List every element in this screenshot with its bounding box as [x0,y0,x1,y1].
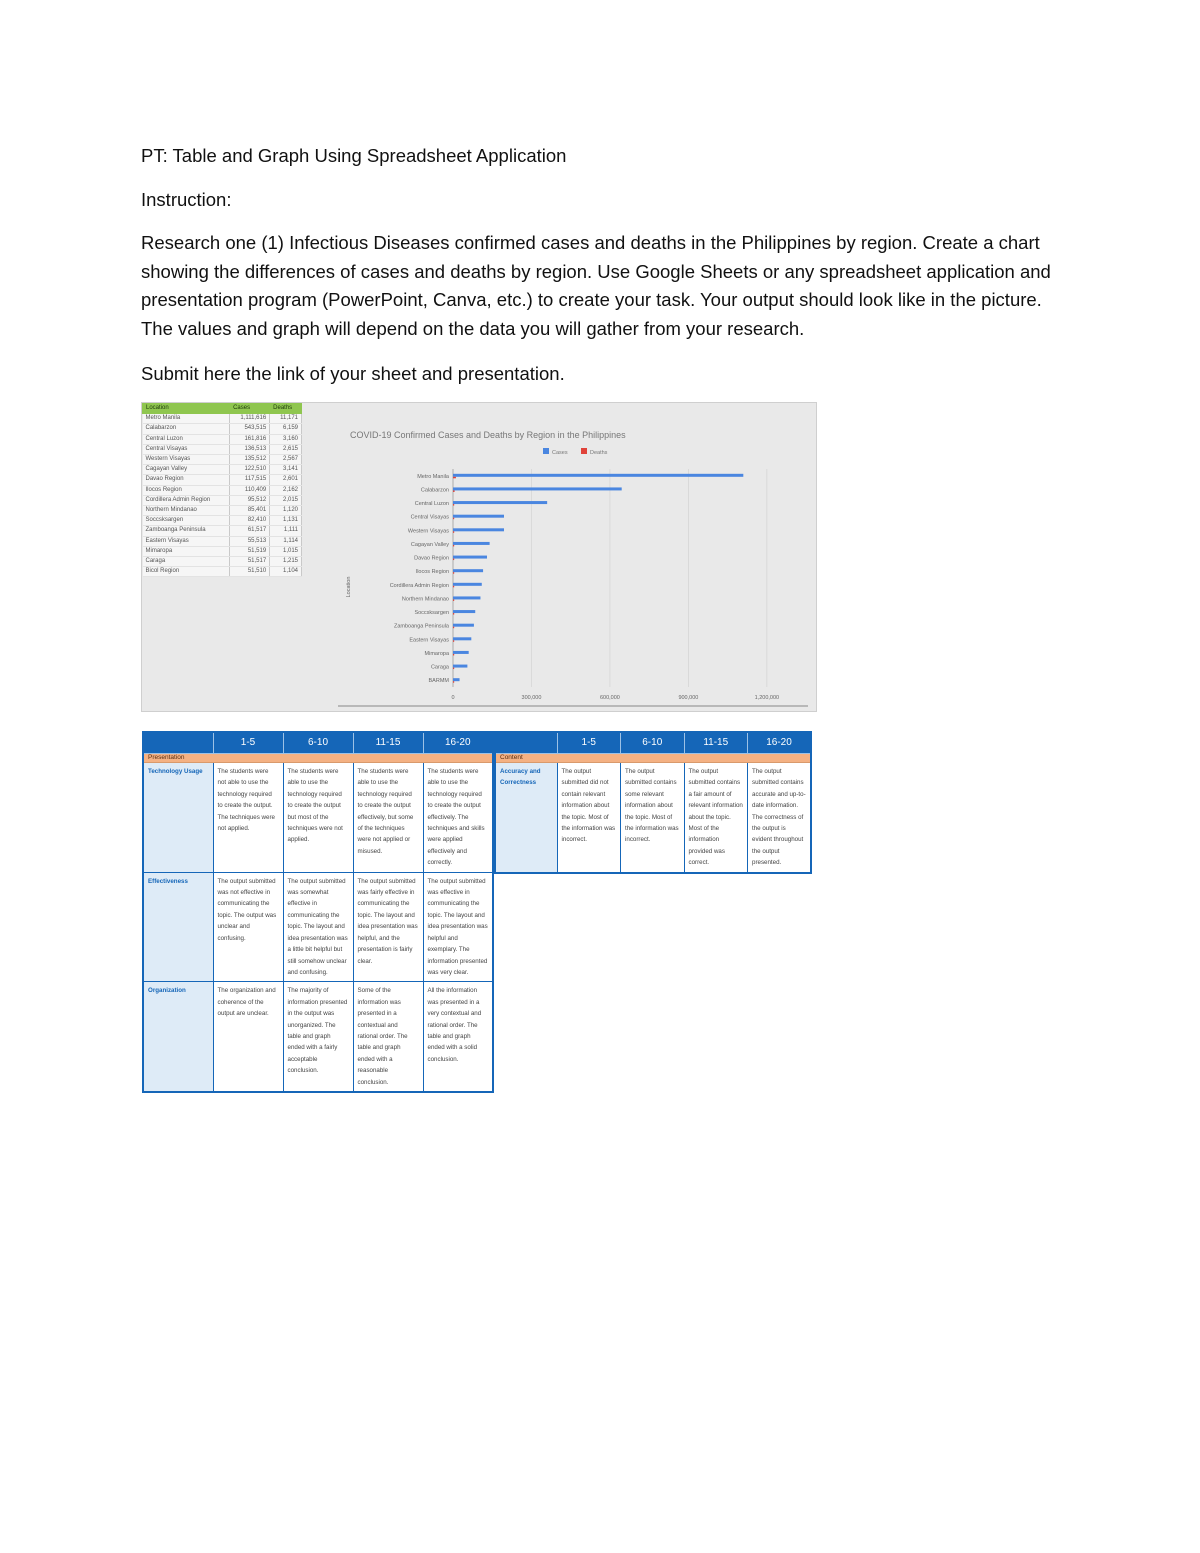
data-table-cell: 543,515 [230,424,270,434]
data-table-cell: 110,409 [230,485,270,495]
data-table-cell: Metro Manila [143,414,230,424]
data-table-cell: 6,159 [270,424,302,434]
bar-deaths [453,681,454,683]
data-table-cell: 1,215 [270,557,302,567]
bar-deaths [453,545,454,547]
bar-deaths [453,599,454,601]
rubric-section-label: Content [495,754,811,763]
data-table-cell: Cordillera Admin Region [143,495,230,505]
legend-swatch [581,448,587,454]
bar-cases [453,583,482,586]
bar-cases [453,624,474,627]
rubric-criterion: Effectiveness [143,872,213,982]
category-label: Western Visayas [407,528,449,535]
rubric-row [143,763,493,873]
data-table-cell: 2,162 [270,485,302,495]
data-table-cell: Ilocos Region [143,485,230,495]
bar-cases [453,610,475,613]
rubric-descriptor-cell: The output submitted contains a fair amount of relevant information about the topic. Most of the information provided was correct. [684,763,748,873]
rubric-level-header: 11-15 [684,732,748,754]
document-title: PT: Table and Graph Using Spreadsheet Application [141,145,567,166]
data-table-row [143,536,302,546]
data-table-cell: Soccsksargen [143,516,230,526]
rubric-criterion: Organization [143,982,213,1092]
bar-cases [453,528,504,531]
data-table-row [143,434,302,444]
data-table-row [143,557,302,567]
rubric-descriptor-cell: The organization and coherence of the output are unclear. [213,982,283,1092]
category-label: Ilocos Region [415,569,449,576]
region-data-table [142,403,302,577]
rubric-descriptor-cell: The output submitted did not contain relevant information about the topic. Most of the information was incorrect. [557,763,621,873]
rubric-descriptor-cell: The output submitted contains some relevant information about the topic. Most of the information was incorrect. [621,763,685,873]
bar-cases [453,556,487,559]
category-label: Zamboanga Peninsula [393,623,449,630]
x-tick-label: 1,200,000 [754,695,780,701]
category-label: Soccsksargen [414,610,449,617]
data-table-cell: 136,513 [230,444,270,454]
data-table-row [143,475,302,485]
x-tick-label: 300,000 [521,695,542,701]
rubric-level-header: 16-20 [423,732,493,754]
rubric-section-label: Presentation [143,754,493,763]
data-table-cell: 1,015 [270,546,302,556]
bar-deaths [453,654,454,656]
bar-deaths [453,627,454,629]
data-table-cell: Northern Mindanao [143,506,230,516]
rubric-row [495,763,811,873]
bar-deaths [453,668,454,670]
data-table-header-cell: Cases [230,404,270,414]
data-table-row [143,516,302,526]
category-label: Metro Manila [417,473,449,480]
data-table-header-cell: Deaths [270,404,302,414]
data-table-cell: 2,601 [270,475,302,485]
submit-instruction: Submit here the link of your sheet and presentation. [141,363,565,384]
rubric-row [143,982,493,1092]
bar-deaths [453,613,454,615]
bar-cases [453,637,471,640]
rubric-criterion: Technology Usage [143,763,213,873]
rubric-row [143,872,493,982]
rubric-descriptor-cell: The output submitted was fairly effective in communicating the topic. The layout and idea presentation was helpful, and the presentation is fairly clear. [353,872,423,982]
data-table-header-cell: Location [143,404,230,414]
data-table-cell: 3,141 [270,465,302,475]
data-table-cell: Bicol Region [143,567,230,577]
data-table-cell: Eastern Visayas [143,536,230,546]
legend-label: Deaths [590,450,608,456]
category-label: Calabarzon [420,487,449,494]
data-table-cell: 51,510 [230,567,270,577]
data-table-cell: Calabarzon [143,424,230,434]
data-table-cell: 135,512 [230,455,270,465]
data-table-header-row [143,404,302,414]
rubric-level-header: 6-10 [621,732,685,754]
x-tick-label: 600,000 [599,695,620,701]
data-table-cell: 51,517 [230,557,270,567]
category-label: Central Luzon [414,501,449,508]
rubric-level-header: 16-20 [748,732,812,754]
data-table-cell: 2,567 [270,455,302,465]
bar-deaths [453,640,454,642]
rubric-level-header: 6-10 [283,732,353,754]
data-table-cell: 1,114 [270,536,302,546]
data-table-cell: 2,015 [270,495,302,505]
bar-cases [453,665,467,668]
data-table-row [143,506,302,516]
data-table-cell: 95,512 [230,495,270,505]
data-table-row [143,455,302,465]
rubric-header-blank [143,732,213,754]
bar-cases [453,569,483,572]
bar-cases [453,501,547,504]
category-label: Northern Mindanao [401,596,449,603]
data-table-cell: Mimaropa [143,546,230,556]
data-table-cell: 1,111,616 [230,414,270,424]
category-label: Davao Region [414,555,449,562]
bar-deaths [453,518,454,520]
bar-deaths [453,531,454,533]
data-table-cell: 61,517 [230,526,270,536]
category-label: Eastern Visayas [409,637,449,644]
bar-deaths [453,559,454,561]
data-table-cell: 1,131 [270,516,302,526]
data-table-cell: 3,160 [270,434,302,444]
rubric-descriptor-cell: The output submitted was effective in communicating the topic. The layout and idea presentation was helpful and exemplary. The information presented was very clear. [423,872,493,982]
rubric-descriptor-cell: The students were able to use the technology required to create the output effectively. The techniques and skills were applied effectively and correctly. [423,763,493,873]
data-table-row [143,424,302,434]
bar-deaths [453,477,456,479]
region-bar-chart [338,417,808,707]
rubric-descriptor-cell: The students were able to use the technology required to create the output but most of the techniques were not applied. [283,763,353,873]
x-tick-label: 900,000 [678,695,699,701]
data-table-cell: Zamboanga Peninsula [143,526,230,536]
bar-cases [453,651,469,654]
bar-cases [453,596,480,599]
data-table-cell: 161,816 [230,434,270,444]
data-table-cell: Western Visayas [143,455,230,465]
data-table-cell: 51,519 [230,546,270,556]
data-table-cell: Davao Region [143,475,230,485]
category-label: Mimaropa [424,650,449,657]
data-table-cell: 11,171 [270,414,302,424]
rubric-level-header: 1-5 [213,732,283,754]
data-table-cell: 55,513 [230,536,270,546]
rubric-descriptor-cell: The output submitted was not effective in communicating the topic. The output was unclear and confusing. [213,872,283,982]
bar-cases [453,515,504,518]
bar-cases [453,474,743,477]
data-table-row [143,495,302,505]
data-table-cell: Central Luzon [143,434,230,444]
instruction-label: Instruction: [141,189,232,210]
data-table-cell: 117,515 [230,475,270,485]
bar-cases [453,487,622,490]
data-table-cell: 2,615 [270,444,302,454]
data-table-row [143,526,302,536]
data-table-row [143,444,302,454]
data-table-row [143,414,302,424]
rubric-level-header: 1-5 [557,732,621,754]
rubric-section-row [143,754,493,763]
legend-label: Cases [552,450,568,456]
rubric-descriptor-cell: The majority of information presented in the output was unorganized. The table and graph ended with a fairly acceptable conclusion. [283,982,353,1092]
data-table-row [143,485,302,495]
data-table-cell: 82,410 [230,516,270,526]
rubric-descriptor-cell: The students were not able to use the technology required to create the output. The techniques were not applied. [213,763,283,873]
rubric-section-row [495,754,811,763]
category-label: Cagayan Valley [410,541,449,548]
rubric-descriptor-cell: The output submitted was somewhat effective in communicating the topic. The layout and idea presentation was a little bit helpful but still somehow unclear and confusing. [283,872,353,982]
bar-deaths [453,490,455,492]
rubric-presentation-table [142,731,494,1093]
bar-cases [453,678,460,681]
rubric-criterion: Accuracy and Correctness [495,763,557,873]
category-label: Cordillera Admin Region [389,582,449,589]
chart-title: COVID-19 Confirmed Cases and Deaths by Region in the Philippines [350,430,626,440]
rubric-level-header: 11-15 [353,732,423,754]
legend-swatch [543,448,549,454]
y-axis-label: Location [346,576,352,598]
data-table-cell: 1,120 [270,506,302,516]
bar-deaths [453,586,454,588]
sheet-screenshot [141,402,817,712]
rubric-descriptor-cell: The output submitted contains accurate and up-to-date information. The correctness of the output is evident throughout the output presented. [748,763,812,873]
rubric-descriptor-cell: All the information was presented in a very contextual and rational order. The table and graph ended with a solid conclusion. [423,982,493,1092]
rubric-header-blank [495,732,557,754]
bar-cases [453,542,490,545]
category-label: Central Visayas [410,514,449,521]
data-table-cell: 85,401 [230,506,270,516]
bar-deaths [453,504,454,506]
instruction-body: Research one (1) Infectious Diseases confirmed cases and deaths in the Philippines by region. Create a chart showing the differences of cases and deaths by region. Use Google Sheets or any spreadsheet application and presentation program (PowerPoint, Canva, etc.) to create your task. Your output should look like in the picture. The values and graph will depend on the data you will gather from your research. [141,232,1051,339]
rubric-descriptor-cell: The students were able to use the technology required to create the output effectively, but some of the techniques were not applied or misused. [353,763,423,873]
data-table-cell: Caraga [143,557,230,567]
data-table-row [143,567,302,577]
x-tick-label: 0 [451,695,455,701]
category-label: BARMM [428,678,449,685]
data-table-cell: 122,510 [230,465,270,475]
bar-deaths [453,572,454,574]
data-table-row [143,546,302,556]
data-table-cell: Central Visayas [143,444,230,454]
rubric-descriptor-cell: Some of the information was presented in a contextual and rational order. The table and graph ended with a reasonable conclusion. [353,982,423,1092]
data-table-cell: 1,111 [270,526,302,536]
data-table-cell: 1,104 [270,567,302,577]
category-label: Caraga [430,664,449,671]
rubric-content-table [494,731,812,874]
data-table-row [143,465,302,475]
data-table-cell: Cagayan Valley [143,465,230,475]
